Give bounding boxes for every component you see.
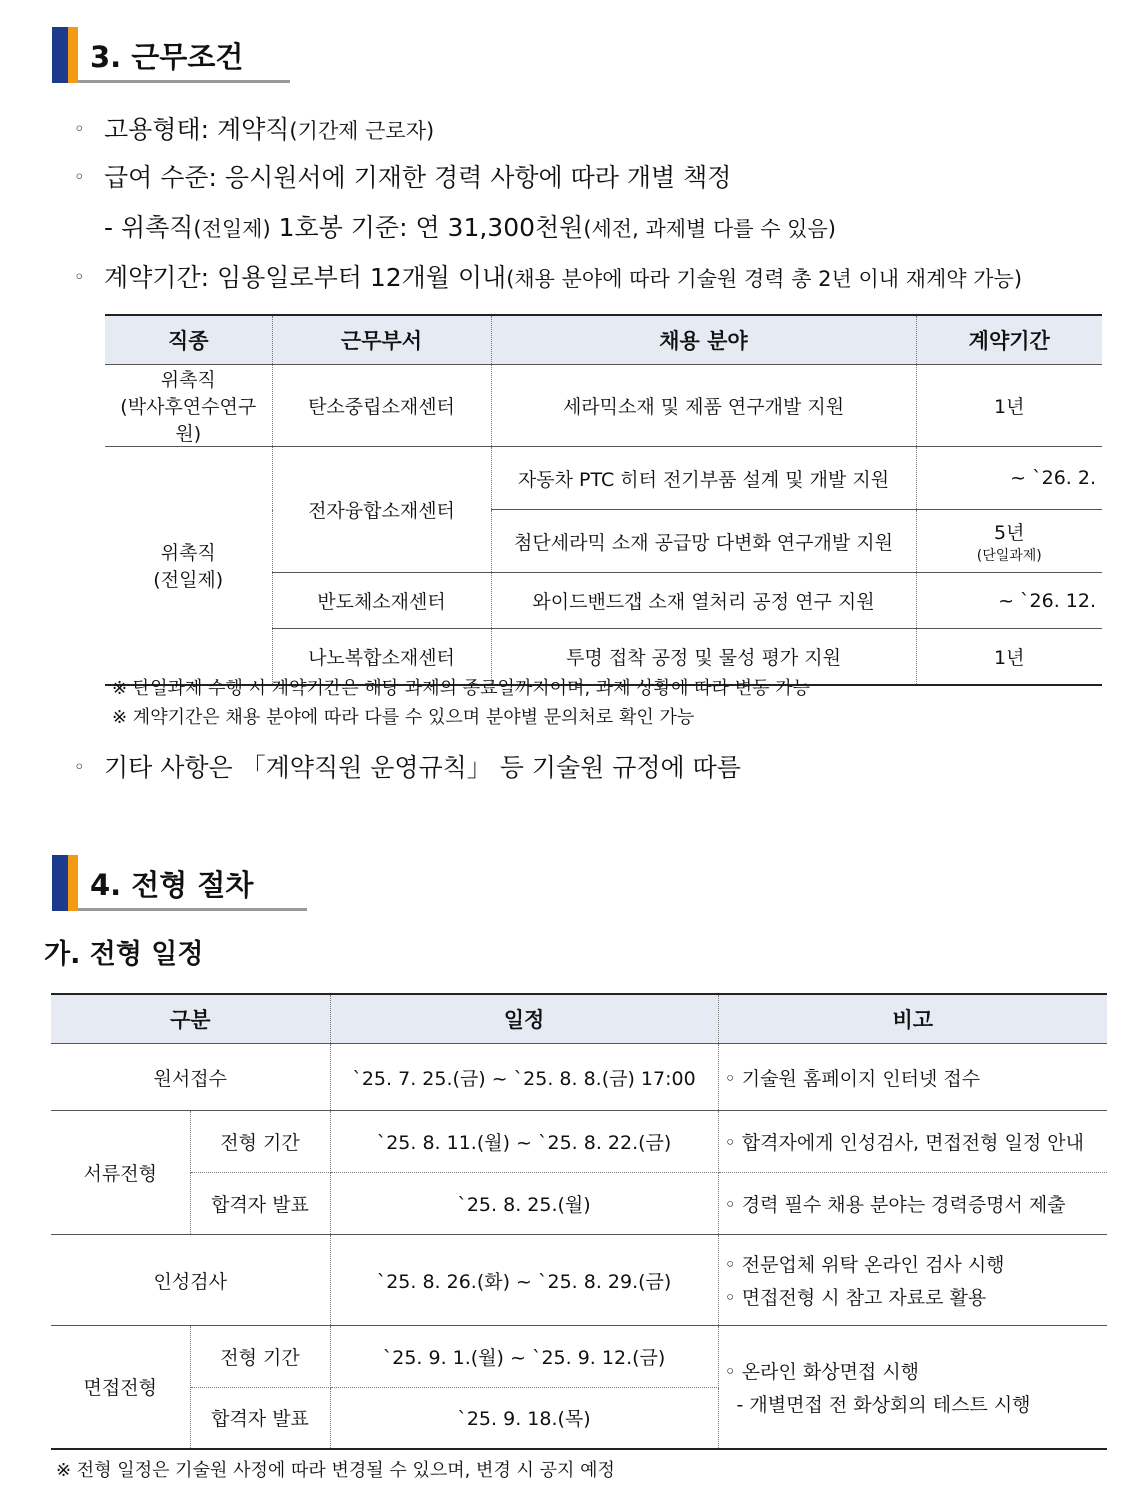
table-row bbox=[51, 1173, 1107, 1235]
field-cell: 자동차 PTC 히터 전기부품 설계 및 개발 지원 bbox=[491, 447, 916, 510]
remark-line: ◦ 온라인 화상면접 시행 bbox=[724, 1360, 920, 1383]
salary-detail-d: (세전, 과제별 다를 수 있음) bbox=[583, 217, 836, 241]
contract-period-text: 계약기간: 임용일로부터 12개월 이내 bbox=[104, 263, 507, 292]
period-cell: ~ `26. 12. bbox=[916, 573, 1102, 629]
bullet-icon: ◦ bbox=[74, 757, 85, 778]
period-cell: 1년 bbox=[916, 629, 1102, 685]
remark-cell: ◦ 경력 필수 채용 분야는 경력증명서 제출 bbox=[718, 1173, 1107, 1235]
category-cell: 서류전형 bbox=[51, 1111, 190, 1235]
remark-line: ◦ 전문업체 위탁 온라인 검사 시행 bbox=[724, 1254, 1005, 1276]
date-cell: `25. 9. 1.(월) ~ `25. 9. 12.(금) bbox=[330, 1326, 718, 1388]
employment-type bbox=[74, 110, 434, 146]
schedule-subtitle: 가. 전형 일정 bbox=[44, 939, 204, 970]
section-3-title: 3. 근무조건 bbox=[90, 40, 244, 74]
contract-period-note: (채용 분야에 따라 기술원 경력 총 2년 이내 재계약 가능) bbox=[506, 267, 1023, 291]
table-row bbox=[105, 447, 1102, 510]
job-type-cell bbox=[105, 365, 272, 447]
job-type-b: (박사후연수연구원) bbox=[120, 396, 257, 445]
heading-bar-blue bbox=[52, 855, 68, 911]
dept-cell: 나노복합소재센터 bbox=[272, 629, 491, 685]
field-cell: 와이드밴드갭 소재 열처리 공정 연구 지원 bbox=[491, 573, 916, 629]
date-cell: `25. 7. 25.(금) ~ `25. 8. 8.(금) 17:00 bbox=[330, 1044, 718, 1111]
remark-cell bbox=[718, 1326, 1107, 1449]
heading-underline bbox=[78, 908, 307, 911]
table-row bbox=[51, 1111, 1107, 1173]
period-cell bbox=[916, 510, 1102, 573]
schedule-footnote: ※ 전형 일정은 기술원 사정에 따라 변경될 수 있으며, 변경 시 공지 예정 bbox=[56, 1460, 615, 1481]
bullet-icon: ◦ bbox=[74, 119, 85, 140]
date-cell: `25. 8. 26.(화) ~ `25. 8. 29.(금) bbox=[330, 1235, 718, 1326]
job-type-b: (전일제) bbox=[153, 569, 224, 592]
header-field: 채용 분야 bbox=[491, 315, 916, 365]
job-type-a: 위촉직 bbox=[160, 542, 216, 565]
table-row bbox=[51, 1326, 1107, 1388]
period-b: (단일과제) bbox=[976, 547, 1042, 564]
header-remarks: 비고 bbox=[718, 994, 1107, 1044]
field-cell: 투명 접착 공정 및 물성 평가 지원 bbox=[491, 629, 916, 685]
dept-cell: 전자융합소재센터 bbox=[272, 447, 491, 573]
job-type-cell bbox=[105, 447, 272, 685]
work-conditions-table bbox=[105, 314, 1102, 686]
contract-period bbox=[74, 258, 1022, 294]
dept-cell: 탄소중립소재센터 bbox=[272, 365, 491, 447]
remark-line: ◦ 면접전형 시 참고 자료로 활용 bbox=[724, 1287, 987, 1309]
note-contract-period: ※ 계약기간은 채용 분야에 따라 다를 수 있으며 분야별 문의처로 확인 가능 bbox=[112, 707, 695, 728]
remark-cell: ◦ 합격자에게 인성검사, 면접전형 일정 안내 bbox=[718, 1111, 1107, 1173]
section-4-title: 4. 전형 절차 bbox=[90, 868, 254, 902]
bullet-icon: ◦ bbox=[74, 267, 85, 288]
heading-bar-orange bbox=[68, 855, 78, 911]
etc-rules bbox=[74, 748, 741, 784]
remark-cell bbox=[718, 1235, 1107, 1326]
table-header-row bbox=[51, 994, 1107, 1044]
header-period: 계약기간 bbox=[916, 315, 1102, 365]
field-cell: 첨단세라믹 소재 공급망 다변화 연구개발 지원 bbox=[491, 510, 916, 573]
salary-detail-b: (전일제) bbox=[193, 217, 271, 241]
dept-cell: 반도체소재센터 bbox=[272, 573, 491, 629]
heading-bar-blue bbox=[52, 27, 68, 83]
date-cell: `25. 8. 25.(월) bbox=[330, 1173, 718, 1235]
remark-line: - 개별면접 전 화상회의 테스트 시행 bbox=[736, 1393, 1031, 1416]
table-row bbox=[105, 365, 1102, 447]
salary-level bbox=[74, 158, 731, 194]
header-category: 구분 bbox=[51, 994, 330, 1044]
schedule-table bbox=[51, 993, 1107, 1450]
etc-rules-text: 기타 사항은 「계약직원 운영규칙」 등 기술원 규정에 따름 bbox=[104, 753, 741, 782]
table-row bbox=[51, 1235, 1107, 1326]
date-cell: `25. 9. 18.(목) bbox=[330, 1388, 718, 1449]
salary-detail-c: 1호봉 기준: 연 31,300천원 bbox=[270, 213, 584, 242]
period-cell: ~ `26. 2. bbox=[916, 447, 1102, 510]
date-cell: `25. 8. 11.(월) ~ `25. 8. 22.(금) bbox=[330, 1111, 718, 1173]
heading-bar-orange bbox=[68, 27, 78, 83]
category-cell: 면접전형 bbox=[51, 1326, 190, 1449]
header-schedule: 일정 bbox=[330, 994, 718, 1044]
employment-type-text: 고용형태: 계약직 bbox=[104, 115, 290, 144]
category-cell: 원서접수 bbox=[51, 1044, 330, 1111]
table-header-row bbox=[105, 315, 1102, 365]
category-cell: 인성검사 bbox=[51, 1235, 330, 1326]
table-row bbox=[51, 1044, 1107, 1111]
job-type-a: 위촉직 bbox=[160, 369, 216, 391]
salary-text: 급여 수준: 응시원서에 기재한 경력 사항에 따라 개별 책정 bbox=[104, 163, 732, 192]
subcategory-cell: 합격자 발표 bbox=[190, 1388, 330, 1449]
heading-underline bbox=[78, 80, 290, 83]
bullet-icon: ◦ bbox=[74, 167, 85, 188]
subcategory-cell: 전형 기간 bbox=[190, 1111, 330, 1173]
salary-detail bbox=[104, 208, 836, 244]
header-job-type: 직종 bbox=[105, 315, 272, 365]
employment-type-note: (기간제 근로자) bbox=[289, 119, 435, 143]
period-a: 5년 bbox=[994, 521, 1025, 544]
subcategory-cell: 전형 기간 bbox=[190, 1326, 330, 1388]
remark-cell: ◦ 기술원 홈페이지 인터넷 접수 bbox=[718, 1044, 1107, 1111]
subcategory-cell: 합격자 발표 bbox=[190, 1173, 330, 1235]
header-department: 근무부서 bbox=[272, 315, 491, 365]
note-single-project: ※ 단일과제 수행 시 계약기간은 해당 과제의 종료일까지이며, 과제 상황에 따라 변동 가능 bbox=[112, 678, 811, 699]
salary-detail-a: - 위촉직 bbox=[104, 213, 194, 242]
period-cell: 1년 bbox=[916, 365, 1102, 447]
field-cell: 세라믹소재 및 제품 연구개발 지원 bbox=[491, 365, 916, 447]
